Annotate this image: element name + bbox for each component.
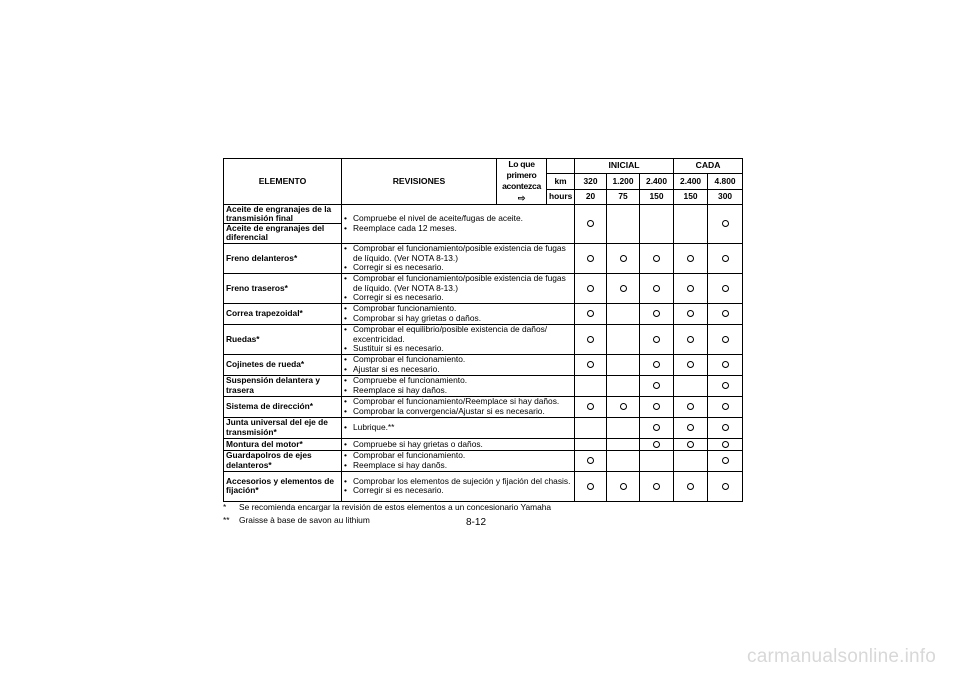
check-circle-icon — [653, 403, 660, 410]
revision-list — [344, 325, 572, 353]
km-value: 2.400 — [674, 174, 708, 189]
interval-cell — [607, 396, 640, 417]
element-name: Junta universal del eje de transmisión* — [224, 417, 342, 438]
interval-cell — [674, 438, 708, 450]
check-circle-icon — [653, 255, 660, 262]
interval-cell — [674, 354, 708, 375]
check-circle-icon — [687, 285, 694, 292]
unit-spacer — [547, 159, 575, 174]
hours-value: 150 — [640, 189, 674, 204]
revision-list — [344, 214, 572, 232]
km-value: 320 — [575, 174, 607, 189]
revision-item: • Reemplace cada 12 meses. — [344, 224, 572, 233]
interval-cell — [575, 471, 607, 501]
table-row — [224, 471, 743, 501]
check-circle-icon — [620, 285, 627, 292]
check-circle-icon — [722, 285, 729, 292]
interval-cell — [674, 273, 708, 303]
interval-cell — [575, 243, 607, 273]
footnote-text: Se recomienda encargar la revisión de estos elementos a un concesionario Yamaha — [239, 502, 552, 512]
revision-item: • Corregir si es necesario. — [344, 486, 572, 495]
revision-cell — [342, 450, 575, 471]
element-name: Ruedas* — [224, 324, 342, 354]
element-name: Suspensión delantera y trasera — [224, 375, 342, 396]
check-circle-icon — [722, 441, 729, 448]
interval-cell — [575, 303, 607, 324]
check-circle-icon — [722, 424, 729, 431]
interval-cell — [674, 471, 708, 501]
interval-cell — [708, 243, 743, 273]
header-row-1 — [224, 159, 743, 174]
revision-item: • Reemplace si hay danõs. — [344, 461, 572, 470]
element-name: Freno traseros* — [224, 273, 342, 303]
element-name: Sistema de dirección* — [224, 396, 342, 417]
interval-cell — [607, 375, 640, 396]
interval-cell — [607, 204, 640, 243]
revision-list — [344, 304, 572, 322]
check-circle-icon — [687, 336, 694, 343]
interval-cell — [575, 354, 607, 375]
revision-item: • Corregir si es necesario. — [344, 263, 572, 272]
element-name: Aceite de engranajes de la transmisión final — [224, 204, 342, 223]
revision-cell — [342, 396, 575, 417]
interval-cell — [575, 438, 607, 450]
first-label: Lo que primero acontezca — [502, 159, 541, 192]
revision-list — [344, 244, 572, 272]
check-circle-icon — [653, 424, 660, 431]
check-circle-icon — [653, 483, 660, 490]
revision-item: • Reemplace si hay daños. — [344, 386, 572, 395]
interval-cell — [708, 354, 743, 375]
check-circle-icon — [587, 483, 594, 490]
revision-cell — [342, 471, 575, 501]
interval-cell — [575, 324, 607, 354]
check-circle-icon — [687, 424, 694, 431]
check-circle-icon — [587, 336, 594, 343]
check-circle-icon — [722, 361, 729, 368]
element-name: Correa trapezoidal* — [224, 303, 342, 324]
interval-cell — [575, 204, 607, 243]
check-circle-icon — [653, 336, 660, 343]
page-number: 8-12 — [466, 517, 487, 528]
check-circle-icon — [687, 310, 694, 317]
col-header-cada: CADA — [674, 159, 743, 174]
unit-km: km — [547, 174, 575, 189]
check-circle-icon — [722, 310, 729, 317]
interval-cell — [708, 204, 743, 243]
revision-list — [344, 274, 572, 302]
interval-cell — [708, 450, 743, 471]
table-row — [224, 396, 743, 417]
hours-value: 75 — [607, 189, 640, 204]
table-row — [224, 417, 743, 438]
interval-cell — [708, 438, 743, 450]
element-name: Cojinetes de rueda* — [224, 354, 342, 375]
interval-cell — [607, 354, 640, 375]
interval-cell — [640, 303, 674, 324]
revision-item: • Comprobar la convergencia/Ajustar si es necesario. — [344, 407, 572, 416]
check-circle-icon — [722, 220, 729, 227]
interval-cell — [640, 273, 674, 303]
table-row — [224, 354, 743, 375]
element-name: Guardapolros de ejes delanteros* — [224, 450, 342, 471]
interval-cell — [640, 354, 674, 375]
interval-cell — [575, 375, 607, 396]
revision-item: • Comprobar si hay grietas o daños. — [344, 314, 572, 323]
revision-list — [344, 423, 572, 432]
interval-cell — [674, 375, 708, 396]
check-circle-icon — [587, 285, 594, 292]
hours-value: 300 — [708, 189, 743, 204]
interval-cell — [674, 204, 708, 243]
arrow-right-icon: ⇨ — [517, 192, 526, 203]
col-header-first — [497, 159, 547, 205]
table-row — [224, 324, 743, 354]
interval-cell — [607, 303, 640, 324]
interval-cell — [640, 243, 674, 273]
table-row — [224, 438, 743, 450]
check-circle-icon — [722, 382, 729, 389]
table-row — [224, 273, 743, 303]
revision-item: • Comprobar el equilibrio/posible existencia de daños/ excentricidad. — [344, 325, 572, 343]
check-circle-icon — [653, 310, 660, 317]
revision-item: • Compruebe el funcionamiento. — [344, 376, 572, 385]
table-row — [224, 243, 743, 273]
check-circle-icon — [587, 457, 594, 464]
check-circle-icon — [687, 361, 694, 368]
check-circle-icon — [587, 220, 594, 227]
check-circle-icon — [653, 361, 660, 368]
revision-item: • Comprobar funcionamiento. — [344, 304, 572, 313]
interval-cell — [674, 324, 708, 354]
revision-item: • Comprobar el funcionamiento. — [344, 451, 572, 460]
watermark: carmanualsonline.info — [747, 646, 937, 667]
revision-item: • Comprobar el funcionamiento/Reemplace si hay daños. — [344, 397, 572, 406]
revision-cell — [342, 417, 575, 438]
col-header-inicial: INICIAL — [575, 159, 674, 174]
revision-cell — [342, 243, 575, 273]
interval-cell — [708, 471, 743, 501]
revision-item: • Compruebe si hay grietas o daños. — [344, 440, 572, 449]
element-name: Accesorios y elementos de fijación* — [224, 471, 342, 501]
check-circle-icon — [620, 403, 627, 410]
revision-list — [344, 376, 572, 394]
revision-cell — [342, 375, 575, 396]
revision-list — [344, 451, 572, 469]
col-header-elemento: ELEMENTO — [224, 159, 342, 205]
revision-item: • Comprobar el funcionamiento/posible existencia de fugas de líquido. (Ver NOTA 8-13.) — [344, 274, 572, 292]
check-circle-icon — [587, 310, 594, 317]
check-circle-icon — [722, 457, 729, 464]
interval-cell — [674, 243, 708, 273]
element-name: Montura del motor* — [224, 438, 342, 450]
revision-item: • Sustituir si es necesario. — [344, 344, 572, 353]
check-circle-icon — [687, 483, 694, 490]
interval-cell — [607, 450, 640, 471]
check-circle-icon — [722, 336, 729, 343]
unit-hours: hours — [547, 189, 575, 204]
element-name: Aceite de engranajes del diferencial — [224, 224, 342, 243]
revision-list — [344, 440, 572, 449]
revision-cell — [342, 204, 575, 243]
hours-value: 150 — [674, 189, 708, 204]
interval-cell — [575, 273, 607, 303]
check-circle-icon — [587, 403, 594, 410]
interval-cell — [708, 324, 743, 354]
table-row — [224, 204, 743, 223]
footnote-mark: * — [223, 502, 227, 512]
check-circle-icon — [687, 441, 694, 448]
km-value: 1.200 — [607, 174, 640, 189]
interval-cell — [607, 438, 640, 450]
interval-cell — [640, 375, 674, 396]
interval-cell — [640, 396, 674, 417]
interval-cell — [674, 303, 708, 324]
footnote — [223, 501, 551, 514]
element-name: Freno delanteros* — [224, 243, 342, 273]
revision-list — [344, 355, 572, 373]
interval-cell — [575, 450, 607, 471]
interval-cell — [708, 396, 743, 417]
check-circle-icon — [722, 483, 729, 490]
check-circle-icon — [687, 255, 694, 262]
revision-cell — [342, 303, 575, 324]
table-row — [224, 450, 743, 471]
maintenance-table — [223, 158, 743, 502]
check-circle-icon — [620, 255, 627, 262]
check-circle-icon — [620, 483, 627, 490]
interval-cell — [640, 450, 674, 471]
revision-item: • Comprobar los elementos de sujeción y fijación del chasis. — [344, 477, 572, 486]
footnote-mark: ** — [223, 515, 230, 526]
revision-list — [344, 477, 572, 495]
footnotes — [223, 501, 551, 527]
revision-cell — [342, 273, 575, 303]
revision-cell — [342, 354, 575, 375]
interval-cell — [674, 450, 708, 471]
km-value: 4.800 — [708, 174, 743, 189]
footnote — [223, 514, 551, 527]
km-value: 2.400 — [640, 174, 674, 189]
interval-cell — [708, 375, 743, 396]
revision-item: • Ajustar si es necesario. — [344, 365, 572, 374]
check-circle-icon — [653, 382, 660, 389]
check-circle-icon — [653, 285, 660, 292]
interval-cell — [575, 396, 607, 417]
interval-cell — [640, 204, 674, 243]
interval-cell — [575, 417, 607, 438]
footnote-text: Graisse à base de savon au lithium — [239, 515, 370, 526]
revision-list — [344, 397, 572, 415]
check-circle-icon — [722, 255, 729, 262]
check-circle-icon — [687, 403, 694, 410]
interval-cell — [708, 273, 743, 303]
interval-cell — [674, 396, 708, 417]
interval-cell — [640, 471, 674, 501]
hours-value: 20 — [575, 189, 607, 204]
interval-cell — [640, 417, 674, 438]
col-header-revisiones: REVISIONES — [342, 159, 497, 205]
check-circle-icon — [722, 403, 729, 410]
interval-cell — [607, 324, 640, 354]
check-circle-icon — [587, 361, 594, 368]
revision-cell — [342, 438, 575, 450]
revision-item: • Compruebe el nivel de aceite/fugas de aceite. — [344, 214, 572, 223]
table-row — [224, 375, 743, 396]
revision-cell — [342, 324, 575, 354]
revision-item: • Lubrique.** — [344, 423, 572, 432]
interval-cell — [640, 324, 674, 354]
table-row — [224, 303, 743, 324]
revision-item: • Comprobar el funcionamiento. — [344, 355, 572, 364]
interval-cell — [607, 417, 640, 438]
revision-item: • Comprobar el funcionamiento/posible existencia de fugas de líquido. (Ver NOTA 8-13.) — [344, 244, 572, 262]
interval-cell — [607, 471, 640, 501]
interval-cell — [708, 303, 743, 324]
check-circle-icon — [587, 255, 594, 262]
revision-item: • Corregir si es necesario. — [344, 293, 572, 302]
check-circle-icon — [653, 441, 660, 448]
interval-cell — [607, 273, 640, 303]
interval-cell — [674, 417, 708, 438]
interval-cell — [607, 243, 640, 273]
interval-cell — [640, 438, 674, 450]
interval-cell — [708, 417, 743, 438]
